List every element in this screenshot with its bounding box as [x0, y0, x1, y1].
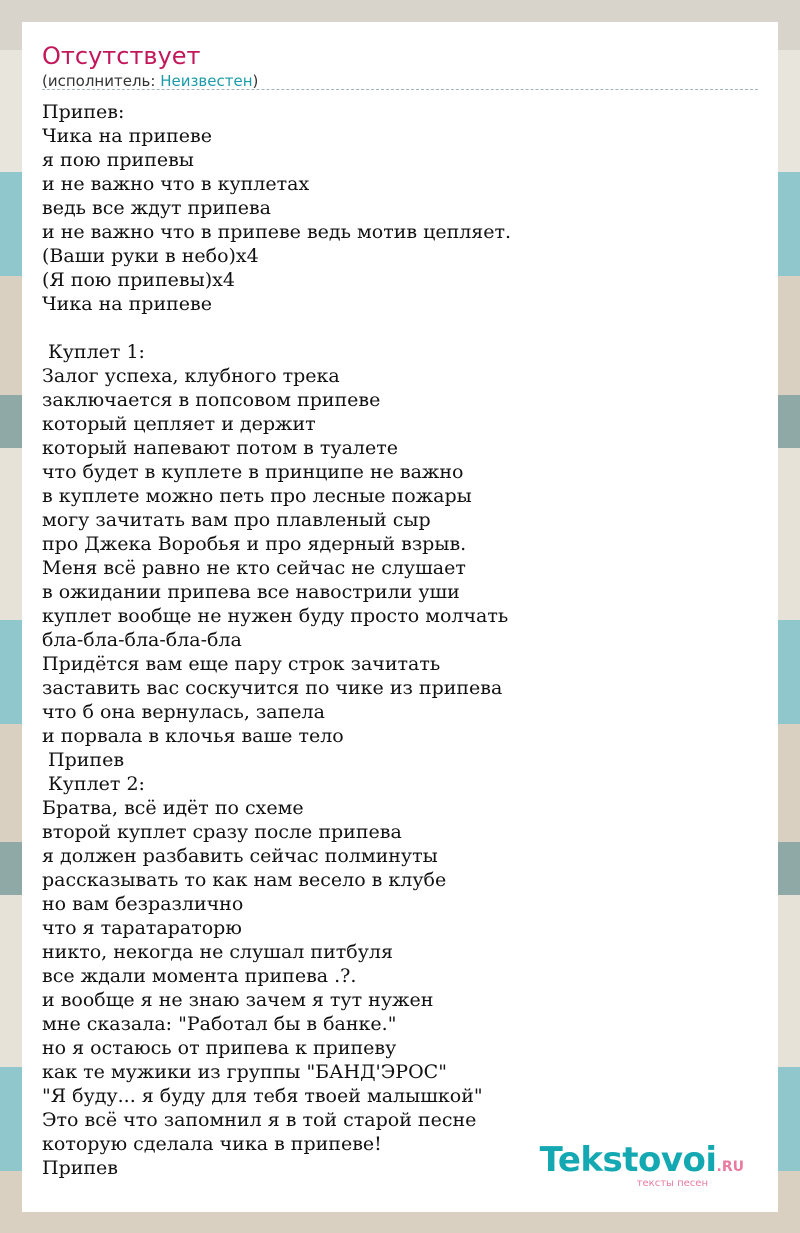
artist-link[interactable]: Неизвестен	[160, 72, 253, 90]
performer-prefix: (исполнитель:	[42, 72, 161, 90]
logo-tagline: тексты песен	[636, 1178, 708, 1189]
lyrics-card	[22, 22, 778, 1212]
logo-tld: .RU	[716, 1159, 744, 1175]
header-divider	[42, 89, 758, 90]
song-title: Отсутствует	[42, 42, 201, 70]
lyrics-text: Припев: Чика на припеве я пою припевы и не важно что в куплетах ведь все ждут припева и не важно что в припеве ведь мотив цепляет. (Ваши руки в небо)x4 (Я пою припевы)x4 Чика на припеве Куплет 1: Залог успеха, клубного трека заключается в попсовом припеве который цепляет и держит который напевают потом в туалете что будет в куплете в принципе не важно в куплете можно петь про лесные пожары могу зачитать вам про плавленый сыр про Джека Воробья и про ядерный взрыв. Меня всё равно не кто сейчас не слушает в ожидании припева все навострили уши куплет вообще не нужен буду просто молчать бла-бла-бла-бла-бла Придётся вам еще пару строк зачитать заставить вас соскучится по чике из припева что б она вернулась, запела и порвала в клочья ваше тело Припев Куплет 2: Братва, всё идёт по схеме второй куплет сразу после припева я должен разбавить сейчас полминуты рассказывать то как нам весело в клубе но вам безразлично что я таратараторю никто, некогда не слушал питбуля все ждали момента припева .?. и вообще я не знаю зачем я тут нужен мне сказала: "Работал бы в банке." но я остаюсь от припева к припеву как те мужики из группы "БАНД'ЭРОС" "Я буду... я буду для тебя твоей малышкой" Это всё что запомнил я в той старой песне которую сделала чика в припеве! Припев	[42, 101, 512, 1179]
performer-suffix: )	[252, 72, 259, 90]
site-logo[interactable]	[539, 1140, 744, 1189]
logo-wordmark: Tekstovoi	[539, 1140, 717, 1180]
performer-line	[42, 72, 258, 90]
